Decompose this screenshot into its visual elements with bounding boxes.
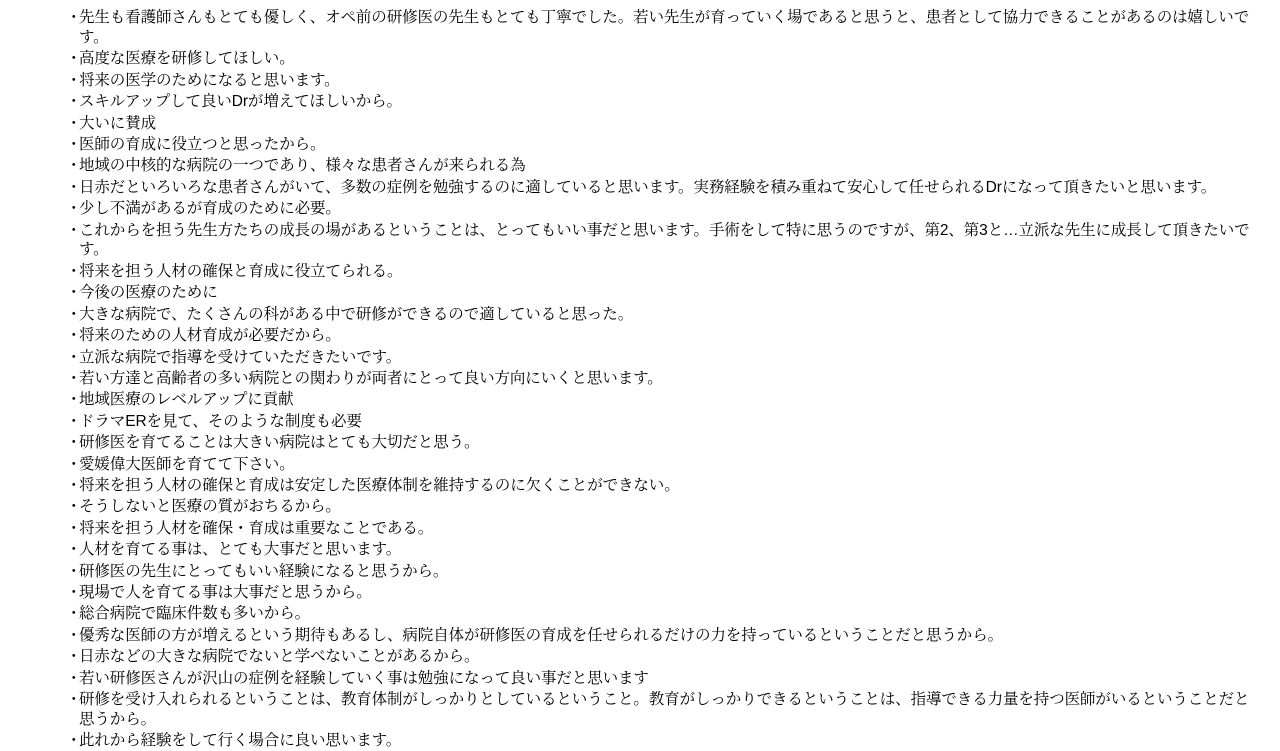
list-item-text: 日赤などの大きな病院でないと学べないことがあるから。 — [79, 648, 480, 666]
list-item — [66, 540, 1256, 560]
list-item-text: そうしないと医療の質がおちるから。 — [79, 498, 341, 516]
list-item — [66, 583, 1256, 603]
list-item-text: 高度な医療を研修してほしい。 — [79, 50, 295, 68]
list-item-text: 将来のための人材育成が必要だから。 — [79, 327, 341, 345]
bullet-icon: ・ — [66, 9, 82, 26]
list-item-text: 現場で人を育てる事は大事だと思うから。 — [79, 583, 372, 601]
list-item — [66, 433, 1256, 453]
list-item-text: 将来を担う人材を確保・育成は重要なことである。 — [79, 519, 434, 537]
list-item-text: 研修医の先生にとってもいい経験になると思うから。 — [79, 562, 449, 580]
bullet-icon: ・ — [66, 732, 82, 750]
list-item-text: 愛媛偉大医師を育てて下さい。 — [79, 455, 295, 473]
list-item-text: 大いに賛成 — [79, 114, 157, 132]
bullet-icon: ・ — [66, 519, 82, 537]
list-item-text: 少し不満があるが育成のために必要。 — [79, 200, 341, 218]
list-item — [66, 669, 1256, 689]
list-item — [66, 326, 1256, 346]
list-item-text: ドラマERを見て、そのような制度も必要 — [79, 412, 362, 430]
bullet-icon: ・ — [66, 200, 82, 218]
bullet-icon: ・ — [66, 669, 82, 687]
list-item — [66, 455, 1256, 475]
bullet-icon: ・ — [66, 221, 82, 239]
bullet-icon: ・ — [66, 262, 82, 280]
bullet-icon: ・ — [66, 498, 82, 516]
list-item — [66, 305, 1256, 325]
bullet-icon: ・ — [66, 412, 82, 430]
bullet-icon: ・ — [66, 114, 82, 132]
list-item — [66, 156, 1256, 176]
bullet-icon: ・ — [66, 178, 82, 196]
list-item — [66, 49, 1256, 69]
bullet-icon: ・ — [66, 583, 82, 601]
list-item — [66, 690, 1256, 730]
list-item-text: 将来を担う人材の確保と育成は安定した医療体制を維持するのに欠くことができない。 — [79, 476, 680, 494]
list-item-text: 医師の育成に役立つと思ったから。 — [79, 135, 326, 153]
list-item-text: 人材を育てる事は、とても大事だと思います。 — [79, 541, 402, 559]
list-item — [66, 497, 1256, 517]
list-item — [66, 92, 1256, 112]
list-item — [66, 390, 1256, 410]
list-item — [66, 604, 1256, 624]
bullet-icon: ・ — [66, 648, 82, 666]
list-item — [66, 178, 1256, 198]
bullet-icon: ・ — [66, 626, 82, 644]
bullet-icon: ・ — [66, 157, 82, 175]
bullet-icon: ・ — [66, 391, 82, 409]
list-item — [66, 221, 1256, 261]
list-item — [66, 135, 1256, 155]
list-item-text: 立派な病院で指導を受けていただきたいです。 — [79, 348, 402, 366]
bullet-icon: ・ — [66, 605, 82, 623]
list-item-text: 日赤だといろいろな患者さんがいて、多数の症例を勉強するのに適していると思います。実務経験を積み重ねて安心して任せられるDrになって頂きたいと思います。 — [79, 178, 1217, 196]
list-item — [66, 412, 1256, 432]
list-item — [66, 731, 1256, 751]
bullet-icon: ・ — [66, 284, 82, 302]
list-item-text: 研修を受け入れられるということは、教育体制がしっかりとしているということ。教育がしっかりできるということは、指導できる力量を持つ医師がいるということだと思うから。 — [79, 691, 1250, 728]
bullet-icon: ・ — [66, 369, 82, 387]
list-item-text: 今後の医療のために — [79, 284, 218, 302]
list-item — [66, 262, 1256, 282]
list-item-text: 将来の医学のためになると思います。 — [79, 71, 340, 89]
list-item — [66, 626, 1256, 646]
list-item-text: 大きな病院で、たくさんの科がある中で研修ができるので適していると思った。 — [79, 305, 634, 323]
list-item-text: 総合病院で臨床件数も多いから。 — [79, 605, 311, 623]
list-item-text: 此れから経験をして行く場合に良い思います。 — [79, 732, 402, 750]
bullet-icon: ・ — [66, 93, 82, 111]
list-item — [66, 114, 1256, 134]
list-item-text: 若い方達と高齢者の多い病院との関わりが両者にとって良い方向にいくと思います。 — [79, 369, 663, 387]
bullet-icon: ・ — [66, 71, 82, 89]
list-item — [66, 8, 1256, 48]
bullet-icon: ・ — [66, 455, 82, 473]
list-item — [66, 199, 1256, 219]
bullet-icon: ・ — [66, 691, 82, 708]
list-item-text: 優秀な医師の方が増えるという期待もあるし、病院自体が研修医の育成を任せられるだけの力を持っているということだと思うから。 — [79, 626, 1004, 644]
list-item-text: 地域医療のレベルアップに貢献 — [79, 391, 294, 409]
list-item-text: 研修医を育てることは大きい病院はとても大切だと思う。 — [79, 434, 480, 452]
bullet-icon: ・ — [66, 541, 82, 559]
bullet-icon: ・ — [66, 50, 82, 68]
list-item — [66, 562, 1256, 582]
list-item — [66, 476, 1256, 496]
list-item — [66, 348, 1256, 368]
list-item-text: 地域の中核的な病院の一つであり、様々な患者さんが来られる為 — [79, 157, 526, 175]
bullet-icon: ・ — [66, 135, 82, 153]
list-item — [66, 283, 1256, 303]
list-item-text: 先生も看護師さんもとても優しく、オペ前の研修医の先生もとても丁寧でした。若い先生が育っていく場であると思うと、患者として協力できることがあるのは嬉しいです。 — [79, 9, 1250, 46]
list-item-text: 将来を担う人材の確保と育成に役立てられる。 — [79, 262, 403, 280]
list-item-text: これからを担う先生方たちの成長の場があるということは、とってもいい事だと思います。手術をして特に思うのですが、第2、第3と…立派な先生に成長して頂きたいです。 — [79, 221, 1250, 259]
free-comment-list — [66, 8, 1256, 751]
bullet-icon: ・ — [66, 305, 82, 323]
bullet-icon: ・ — [66, 476, 82, 494]
list-item-text: スキルアップして良いDrが増えてほしいから。 — [79, 93, 402, 111]
list-item — [66, 647, 1256, 667]
bullet-icon: ・ — [66, 434, 82, 452]
bullet-icon: ・ — [66, 562, 82, 580]
bullet-icon: ・ — [66, 348, 82, 366]
bullet-icon: ・ — [66, 327, 82, 345]
list-item — [66, 519, 1256, 539]
list-item — [66, 369, 1256, 389]
list-item-text: 若い研修医さんが沢山の症例を経験していく事は勉強になって良い事だと思います — [79, 669, 649, 687]
list-item — [66, 71, 1256, 91]
